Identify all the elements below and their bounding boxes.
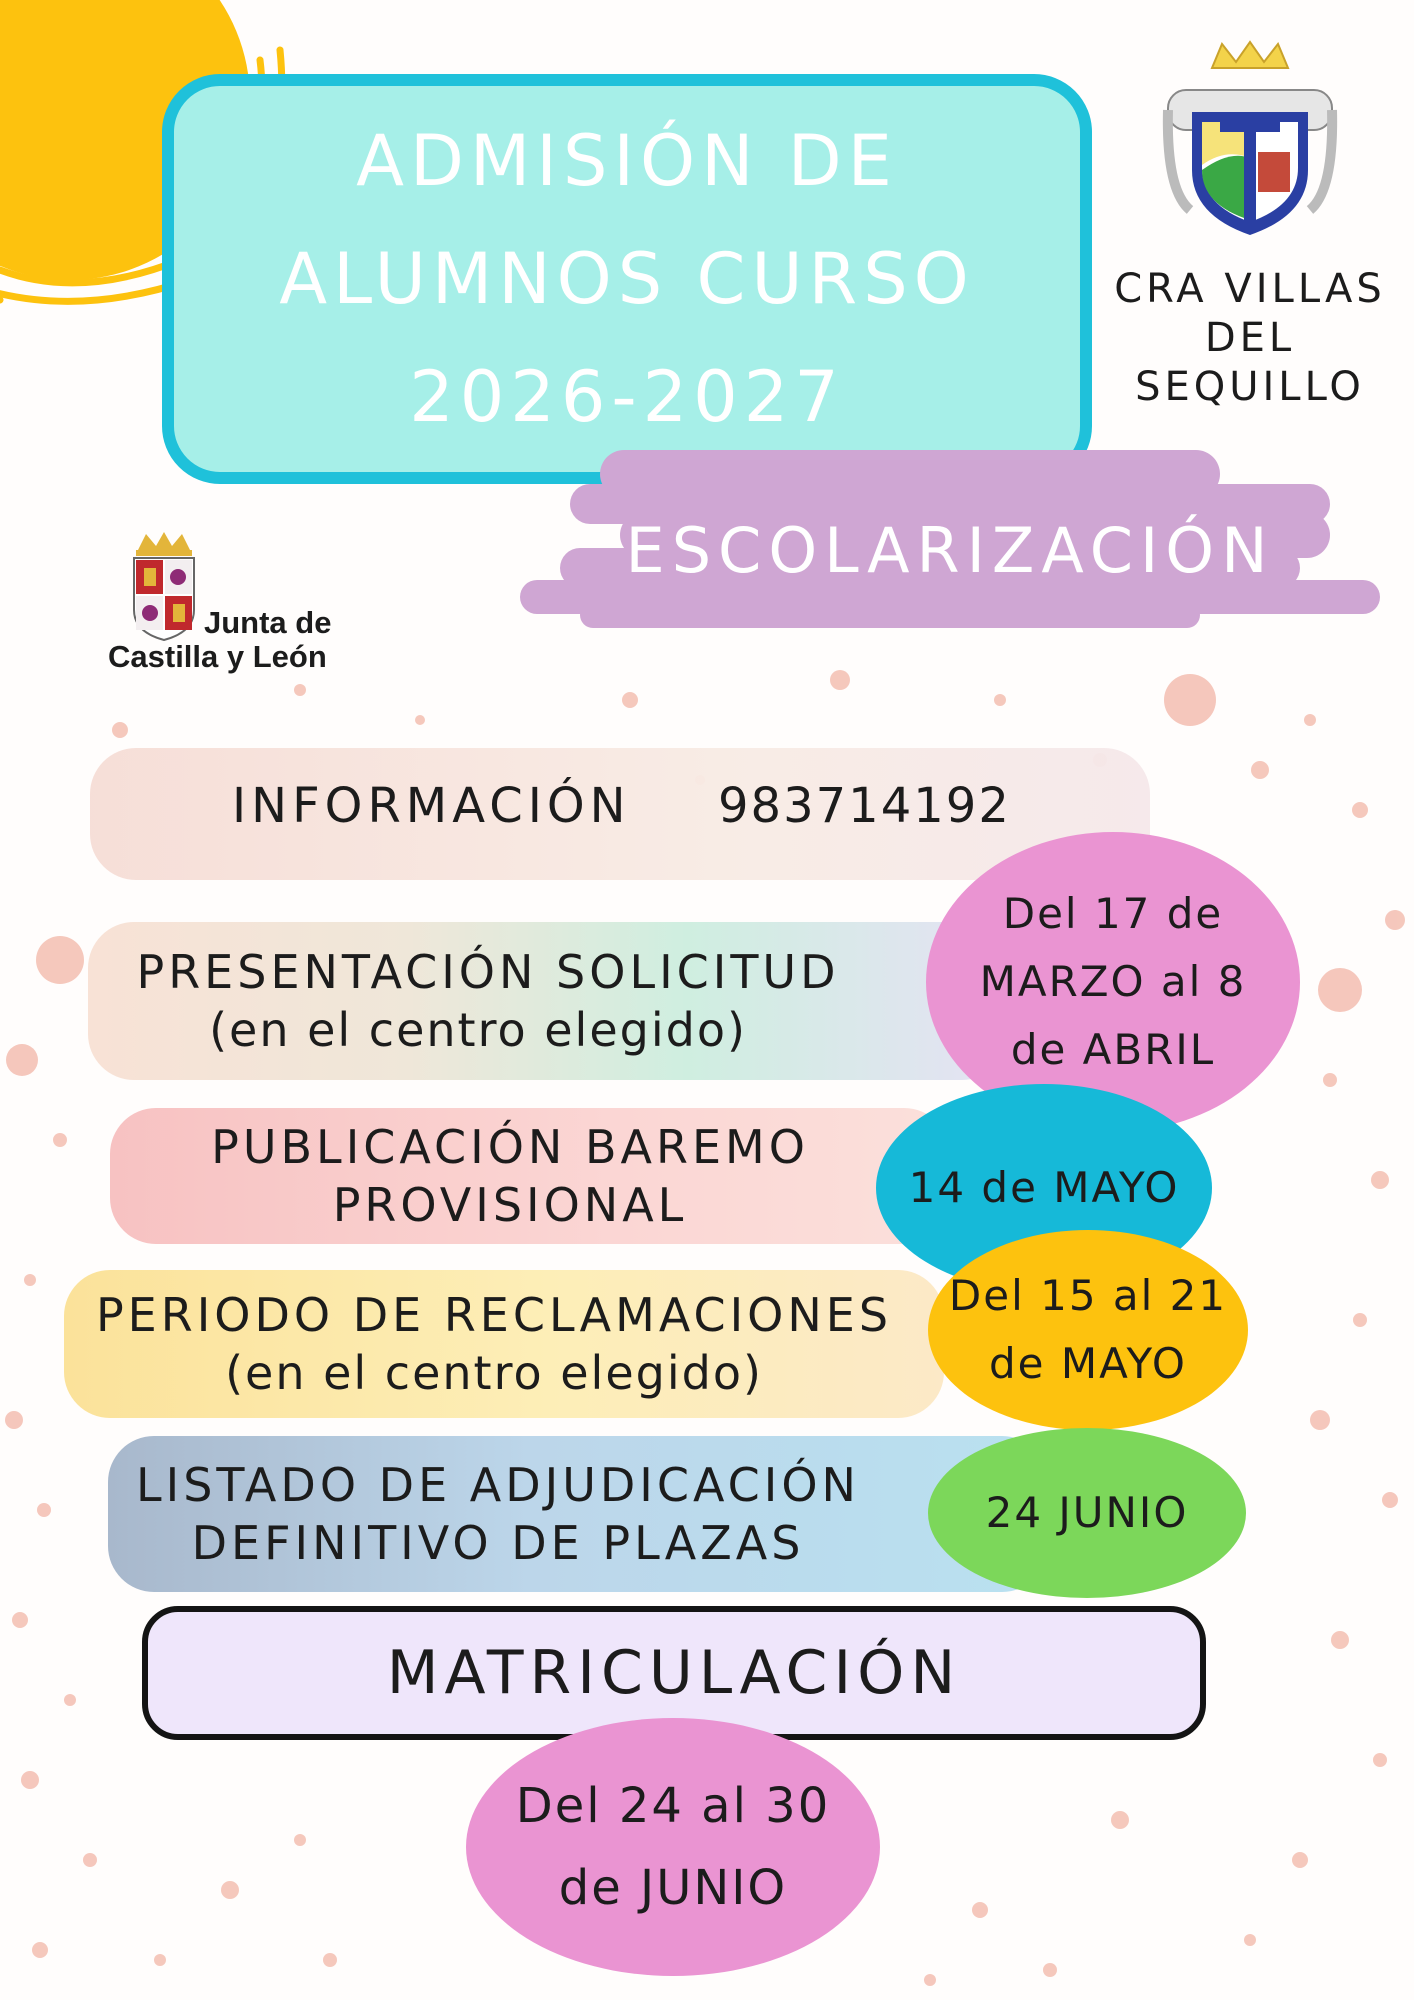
date-line: 24 JUNIO	[985, 1488, 1189, 1537]
info-label: INFORMACIÓN	[232, 778, 631, 834]
school-name-line-2: DEL	[1204, 315, 1296, 361]
date-line: MARZO al 8	[979, 957, 1247, 1006]
title-line-1: ADMISIÓN DE	[356, 120, 898, 202]
date-line: Del 24 al 30	[515, 1778, 831, 1834]
section-label: ESCOLARIZACIÓN	[625, 513, 1275, 587]
step-title: PERIODO DE RECLAMACIONES	[95, 1288, 893, 1342]
step-title: LISTADO DE ADJUDICACIÓN	[136, 1458, 860, 1512]
enrollment-label: MATRICULACIÓN	[386, 1638, 962, 1708]
school-name-line-3: SEQUILLO	[1135, 364, 1365, 410]
date-bubble-claims	[928, 1230, 1248, 1430]
date-line: de ABRIL	[1010, 1025, 1216, 1074]
junta-line-2: Castilla y León	[108, 639, 327, 674]
title-box	[162, 74, 1092, 484]
step-subtitle: PROVISIONAL	[332, 1178, 688, 1232]
info-phone: 983714192	[718, 778, 1011, 834]
junta-line-1: Junta de	[204, 605, 332, 640]
step-subtitle: (en el centro elegido)	[225, 1346, 763, 1400]
step-band-claims	[64, 1270, 944, 1418]
date-bubble-presentation	[926, 832, 1300, 1132]
school-crest-icon	[1160, 40, 1340, 245]
step-band-allocation	[108, 1436, 1048, 1592]
step-band-publication	[110, 1108, 950, 1244]
title-line-2: ALUMNOS CURSO	[279, 238, 975, 320]
date-bubble-enrollment	[466, 1718, 880, 1976]
school-name	[1100, 265, 1400, 412]
step-title: PRESENTACIÓN SOLICITUD	[136, 945, 840, 999]
step-subtitle: (en el centro elegido)	[209, 1003, 747, 1057]
date-line: de MAYO	[989, 1339, 1187, 1388]
step-band-presentation	[88, 922, 1008, 1080]
date-line: Del 15 al 21	[948, 1271, 1228, 1320]
title-line-3: 2026-2027	[409, 356, 845, 438]
date-line: de JUNIO	[558, 1860, 788, 1916]
school-name-line-1: CRA VILLAS	[1114, 266, 1386, 312]
date-line: Del 17 de	[1002, 889, 1224, 938]
step-title: PUBLICACIÓN BAREMO	[211, 1120, 809, 1174]
step-subtitle: DEFINITIVO DE PLAZAS	[191, 1516, 805, 1570]
date-bubble-allocation	[928, 1428, 1246, 1598]
date-line: 14 de MAYO	[908, 1163, 1180, 1212]
